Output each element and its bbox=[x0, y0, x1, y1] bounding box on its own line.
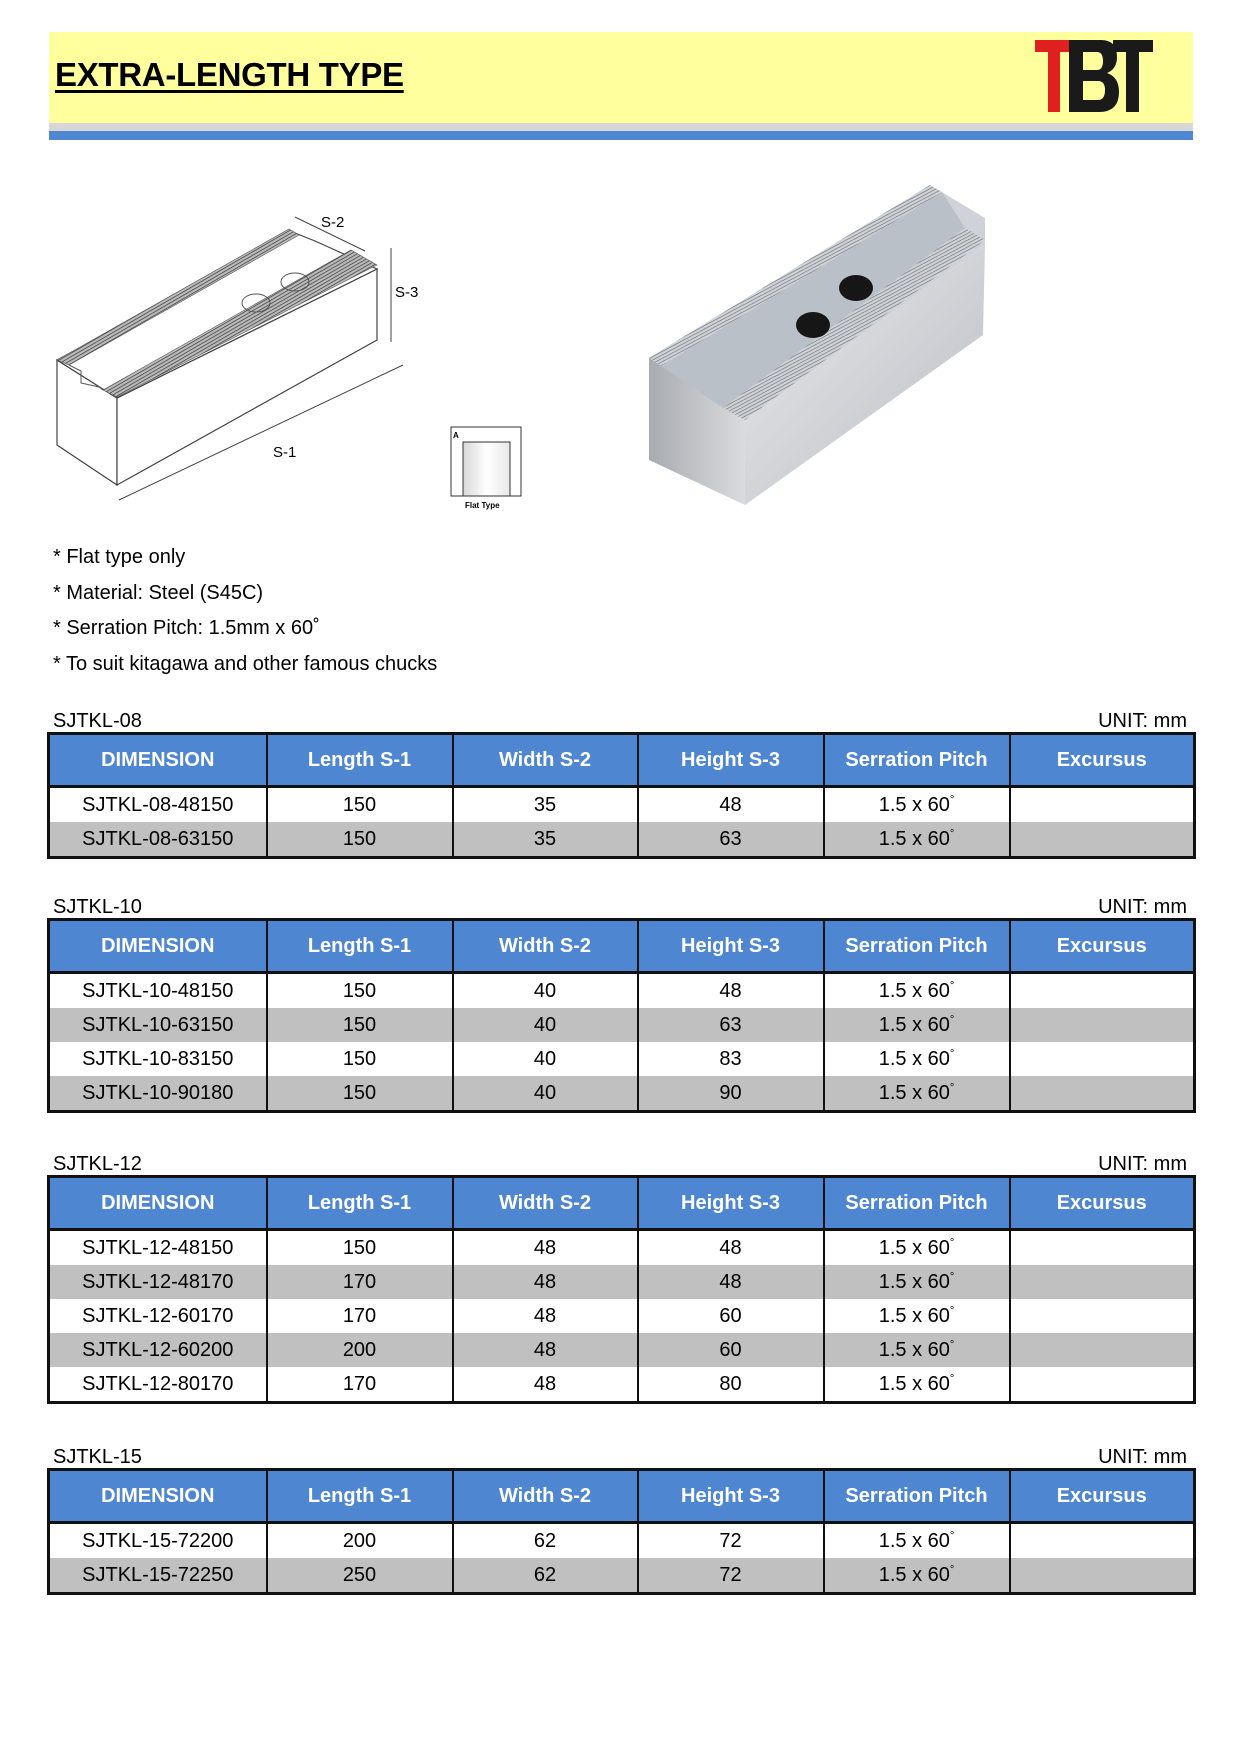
table-cell: 35 bbox=[453, 787, 638, 823]
table-row bbox=[49, 1558, 1195, 1594]
mounting-hole bbox=[839, 275, 873, 301]
table-cell: 40 bbox=[453, 1042, 638, 1076]
table-row bbox=[49, 1230, 1195, 1266]
column-header: Height S-3 bbox=[638, 1177, 824, 1230]
table-cell: 150 bbox=[267, 1230, 453, 1266]
page-title: EXTRA-LENGTH TYPE bbox=[55, 56, 404, 93]
table-cell: SJTKL-10-90180 bbox=[49, 1076, 267, 1112]
table-cell bbox=[1010, 1367, 1195, 1403]
serration-value: 1.5 x 60 bbox=[878, 1270, 950, 1293]
column-header: Excursus bbox=[1010, 734, 1195, 787]
header-rule-gray bbox=[49, 123, 1193, 131]
table-cell: 48 bbox=[453, 1299, 638, 1333]
table-row bbox=[49, 1076, 1195, 1112]
table-cell: SJTKL-12-60170 bbox=[49, 1299, 267, 1333]
table-header-row bbox=[49, 1470, 1195, 1523]
table-cell bbox=[824, 1008, 1010, 1042]
unit-label: UNIT: mm bbox=[1098, 1446, 1187, 1468]
table-row bbox=[49, 973, 1195, 1009]
unit-label: UNIT: mm bbox=[1098, 710, 1187, 732]
jaw-line-drawing bbox=[55, 175, 475, 505]
table-cell bbox=[824, 1367, 1010, 1403]
table-cell: 170 bbox=[267, 1265, 453, 1299]
serration-value: 1.5 x 60 bbox=[878, 1236, 950, 1259]
table-cell: 40 bbox=[453, 1008, 638, 1042]
note-item: * Material: Steel (S45C) bbox=[53, 581, 264, 604]
table-row bbox=[49, 1333, 1195, 1367]
table-cell: SJTKL-10-83150 bbox=[49, 1042, 267, 1076]
degree-symbol: ° bbox=[949, 793, 955, 806]
column-header: Serration Pitch bbox=[824, 1470, 1010, 1523]
table-row bbox=[49, 1367, 1195, 1403]
serration-value: 1.5 x 60 bbox=[878, 793, 950, 816]
serration-value: 1.5 x 60 bbox=[878, 1047, 950, 1070]
table-cell: 170 bbox=[267, 1299, 453, 1333]
column-header: Serration Pitch bbox=[824, 1177, 1010, 1230]
table-cell bbox=[824, 787, 1010, 823]
logo-letter-b bbox=[1069, 40, 1119, 112]
degree-symbol: ° bbox=[949, 979, 955, 992]
degree-symbol: ° bbox=[949, 1047, 955, 1060]
label-s1: S-1 bbox=[273, 444, 297, 461]
table-cell bbox=[824, 973, 1010, 1009]
table-row bbox=[49, 1042, 1195, 1076]
column-header: Length S-1 bbox=[267, 734, 453, 787]
table-cell bbox=[1010, 822, 1195, 858]
table-cell: SJTKL-12-60200 bbox=[49, 1333, 267, 1367]
column-header: Width S-2 bbox=[453, 734, 638, 787]
table-cell bbox=[824, 1299, 1010, 1333]
table-cell: 72 bbox=[638, 1523, 824, 1559]
table-cell bbox=[824, 1558, 1010, 1594]
table-cell bbox=[824, 1230, 1010, 1266]
column-header: Width S-2 bbox=[453, 920, 638, 973]
serration-value: 1.5 x 60 bbox=[878, 1013, 950, 1036]
section-model-label: SJTKL-12 bbox=[53, 1153, 142, 1175]
table-cell bbox=[1010, 1333, 1195, 1367]
table-cell bbox=[824, 1265, 1010, 1299]
table-cell: 48 bbox=[638, 1230, 824, 1266]
jaw-product-photo bbox=[645, 170, 1010, 505]
table-cell: 62 bbox=[453, 1523, 638, 1559]
column-header: Length S-1 bbox=[267, 1177, 453, 1230]
feature-notes bbox=[53, 540, 437, 682]
table-cell bbox=[1010, 1076, 1195, 1112]
table-cell: 63 bbox=[638, 1008, 824, 1042]
table-row bbox=[49, 1299, 1195, 1333]
table-cell: 170 bbox=[267, 1367, 453, 1403]
table-cell bbox=[1010, 787, 1195, 823]
serration-value: 1.5 x 60 bbox=[878, 979, 950, 1002]
label-s2: S-2 bbox=[321, 214, 345, 231]
table-cell: SJTKL-15-72250 bbox=[49, 1558, 267, 1594]
logo-letter-t-red bbox=[1035, 40, 1073, 112]
unit-label: UNIT: mm bbox=[1098, 1153, 1187, 1175]
column-header: Excursus bbox=[1010, 1470, 1195, 1523]
note-item: * To suit kitagawa and other famous chucks bbox=[53, 652, 438, 675]
mounting-hole bbox=[796, 312, 830, 338]
table-cell: 150 bbox=[267, 1042, 453, 1076]
table-cell: 200 bbox=[267, 1523, 453, 1559]
table-cell: 60 bbox=[638, 1299, 824, 1333]
table-cell: 48 bbox=[638, 973, 824, 1009]
table-cell: 72 bbox=[638, 1558, 824, 1594]
table-cell: 48 bbox=[453, 1333, 638, 1367]
table-cell: SJTKL-12-48150 bbox=[49, 1230, 267, 1266]
table-cell bbox=[824, 1523, 1010, 1559]
serration-value: 1.5 x 60 bbox=[878, 1529, 950, 1552]
label-s3: S-3 bbox=[395, 284, 419, 301]
table-cell: 48 bbox=[638, 787, 824, 823]
table-cell bbox=[824, 1042, 1010, 1076]
table-cell: 80 bbox=[638, 1367, 824, 1403]
table-cell: 150 bbox=[267, 787, 453, 823]
table-cell: 150 bbox=[267, 973, 453, 1009]
column-header: Width S-2 bbox=[453, 1470, 638, 1523]
table-cell bbox=[824, 1076, 1010, 1112]
degree-symbol: ° bbox=[949, 1081, 955, 1094]
spec-table bbox=[47, 732, 1196, 859]
table-cell: 250 bbox=[267, 1558, 453, 1594]
tbt-logo bbox=[1035, 40, 1153, 112]
table-cell: 63 bbox=[638, 822, 824, 858]
table-cell: 48 bbox=[453, 1367, 638, 1403]
table-cell bbox=[1010, 1042, 1195, 1076]
degree-symbol: ° bbox=[949, 1304, 955, 1317]
table-cell: SJTKL-12-80170 bbox=[49, 1367, 267, 1403]
column-header: Length S-1 bbox=[267, 920, 453, 973]
column-header: Height S-3 bbox=[638, 734, 824, 787]
spec-table bbox=[47, 918, 1196, 1113]
degree-symbol: ° bbox=[949, 1529, 955, 1542]
column-header: Length S-1 bbox=[267, 1470, 453, 1523]
serration-value: 1.5 x 60 bbox=[878, 1563, 950, 1586]
table-header-row bbox=[49, 734, 1195, 787]
flat-type-corner-label: A bbox=[453, 431, 459, 440]
section-model-label: SJTKL-10 bbox=[53, 896, 142, 918]
logo-letter-t-black bbox=[1113, 40, 1153, 112]
header-rule-blue bbox=[49, 131, 1193, 140]
serration-value: 1.5 x 60 bbox=[878, 1372, 950, 1395]
column-header: DIMENSION bbox=[49, 1470, 267, 1523]
column-header: DIMENSION bbox=[49, 920, 267, 973]
table-cell bbox=[824, 822, 1010, 858]
flat-type-caption: Flat Type bbox=[465, 501, 500, 510]
table-cell: 150 bbox=[267, 1076, 453, 1112]
degree-symbol: ° bbox=[949, 1563, 955, 1576]
note-item: * Flat type only bbox=[53, 546, 186, 568]
table-cell: 200 bbox=[267, 1333, 453, 1367]
table-cell: 150 bbox=[267, 822, 453, 858]
table-cell bbox=[1010, 1558, 1195, 1594]
table-cell bbox=[1010, 1523, 1195, 1559]
table-cell bbox=[1010, 1008, 1195, 1042]
column-header: Height S-3 bbox=[638, 1470, 824, 1523]
serration-value: 1.5 x 60 bbox=[878, 827, 950, 850]
table-cell: SJTKL-15-72200 bbox=[49, 1523, 267, 1559]
table-cell: 90 bbox=[638, 1076, 824, 1112]
degree-symbol: ° bbox=[949, 1236, 955, 1249]
degree-symbol: ° bbox=[949, 1338, 955, 1351]
table-cell: 150 bbox=[267, 1008, 453, 1042]
flat-type-diagram bbox=[447, 425, 523, 511]
table-row bbox=[49, 1523, 1195, 1559]
spec-table bbox=[47, 1468, 1196, 1595]
table-cell: 35 bbox=[453, 822, 638, 858]
table-cell bbox=[1010, 973, 1195, 1009]
table-cell: SJTKL-12-48170 bbox=[49, 1265, 267, 1299]
column-header: Height S-3 bbox=[638, 920, 824, 973]
column-header: Serration Pitch bbox=[824, 920, 1010, 973]
table-cell: 62 bbox=[453, 1558, 638, 1594]
table-cell: SJTKL-08-63150 bbox=[49, 822, 267, 858]
column-header: DIMENSION bbox=[49, 734, 267, 787]
table-cell: 40 bbox=[453, 1076, 638, 1112]
section-model-label: SJTKL-15 bbox=[53, 1446, 142, 1468]
table-header-row bbox=[49, 920, 1195, 973]
section-model-label: SJTKL-08 bbox=[53, 710, 142, 732]
table-cell: SJTKL-10-63150 bbox=[49, 1008, 267, 1042]
serration-value: 1.5 x 60 bbox=[878, 1081, 950, 1104]
serration-value: 1.5 x 60 bbox=[878, 1338, 950, 1361]
table-row bbox=[49, 1008, 1195, 1042]
note-item: * Serration Pitch: 1.5mm x 60˚ bbox=[53, 617, 320, 639]
table-cell: 48 bbox=[453, 1265, 638, 1299]
table-cell bbox=[824, 1333, 1010, 1367]
table-cell: SJTKL-08-48150 bbox=[49, 787, 267, 823]
degree-symbol: ° bbox=[949, 827, 955, 840]
table-cell: 40 bbox=[453, 973, 638, 1009]
table-row bbox=[49, 1265, 1195, 1299]
column-header: Serration Pitch bbox=[824, 734, 1010, 787]
column-header: Excursus bbox=[1010, 1177, 1195, 1230]
spec-table bbox=[47, 1175, 1196, 1404]
table-cell: 60 bbox=[638, 1333, 824, 1367]
table-cell: 83 bbox=[638, 1042, 824, 1076]
degree-symbol: ° bbox=[949, 1270, 955, 1283]
table-cell: 48 bbox=[453, 1230, 638, 1266]
table-cell: 48 bbox=[638, 1265, 824, 1299]
table-header-row bbox=[49, 1177, 1195, 1230]
table-cell bbox=[1010, 1299, 1195, 1333]
table-row bbox=[49, 787, 1195, 823]
unit-label: UNIT: mm bbox=[1098, 896, 1187, 918]
degree-symbol: ° bbox=[949, 1372, 955, 1385]
degree-symbol: ° bbox=[949, 1013, 955, 1026]
column-header: Width S-2 bbox=[453, 1177, 638, 1230]
table-cell bbox=[1010, 1265, 1195, 1299]
table-cell bbox=[1010, 1230, 1195, 1266]
serration-value: 1.5 x 60 bbox=[878, 1304, 950, 1327]
table-row bbox=[49, 822, 1195, 858]
column-header: Excursus bbox=[1010, 920, 1195, 973]
column-header: DIMENSION bbox=[49, 1177, 267, 1230]
table-cell: SJTKL-10-48150 bbox=[49, 973, 267, 1009]
